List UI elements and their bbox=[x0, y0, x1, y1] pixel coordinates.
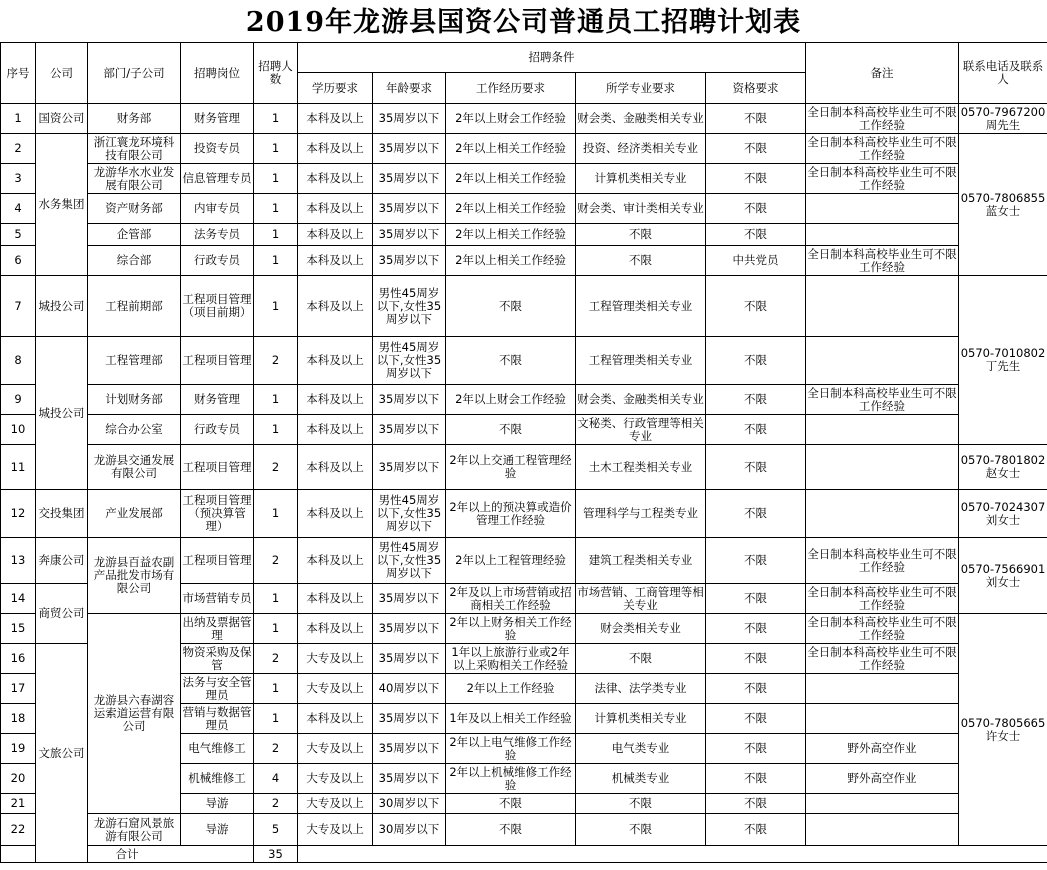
row-qual: 不限 bbox=[706, 614, 806, 644]
row-seq: 16 bbox=[1, 644, 36, 674]
row-age: 35周岁以下 bbox=[373, 415, 446, 445]
row-position: 营销与数据管理员 bbox=[182, 704, 252, 732]
table-row bbox=[1, 224, 1047, 246]
row-note: 全日制本科高校毕业生可不限工作经验 bbox=[807, 614, 957, 642]
row-age: 35周岁以下 bbox=[373, 445, 446, 490]
row-major: 不限 bbox=[576, 794, 706, 814]
row-age: 30周岁以下 bbox=[373, 814, 446, 846]
row-seq: 20 bbox=[1, 764, 36, 794]
row-position: 法务与安全管理员 bbox=[182, 674, 252, 702]
row-age: 35周岁以下 bbox=[373, 584, 446, 614]
row-qual: 不限 bbox=[706, 164, 806, 194]
row-qual: 不限 bbox=[706, 584, 806, 614]
row-major: 建筑工程类相关专业 bbox=[576, 538, 706, 584]
row-edu: 本科及以上 bbox=[298, 246, 373, 276]
table-row bbox=[1, 415, 1047, 445]
row-seq: 21 bbox=[1, 794, 36, 814]
row-major: 土木工程类相关专业 bbox=[576, 445, 706, 490]
row-age: 35周岁以下 bbox=[373, 704, 446, 734]
row-note bbox=[806, 445, 959, 490]
row-qual: 不限 bbox=[706, 415, 806, 445]
row-qual: 不限 bbox=[706, 490, 806, 538]
row-note: 全日制本科高校毕业生可不限工作经验 bbox=[807, 134, 957, 162]
row-exp: 2年以上的预决算或造价管理工作经验 bbox=[446, 490, 576, 538]
row-qual: 不限 bbox=[706, 194, 806, 224]
row-count: 1 bbox=[254, 194, 298, 224]
row-qual: 不限 bbox=[706, 224, 806, 246]
row-dept: 综合部 bbox=[88, 246, 181, 276]
row-exp: 2年以上财务相关工作经验 bbox=[446, 614, 576, 644]
row-major: 不限 bbox=[576, 224, 706, 246]
row-note bbox=[806, 276, 959, 337]
row-dept: 龙游县交通发展有限公司 bbox=[88, 445, 181, 490]
row-dept: 龙游华水水业发展有限公司 bbox=[88, 164, 181, 194]
row-seq: 4 bbox=[1, 194, 36, 224]
row-major: 文秘类、行政管理等相关专业 bbox=[577, 415, 704, 443]
row-note bbox=[806, 814, 959, 846]
row-dept: 浙江寰龙环境科技有限公司 bbox=[88, 134, 181, 164]
table-footer bbox=[1, 846, 1047, 863]
row-major: 不限 bbox=[576, 814, 706, 846]
row-major: 财会类、金融类相关专业 bbox=[576, 104, 706, 134]
row-contact: 0570-7566901 刘女士 bbox=[959, 538, 1047, 614]
row-seq: 19 bbox=[1, 734, 36, 764]
row-edu: 本科及以上 bbox=[298, 490, 373, 538]
row-position: 工程项目管理（项目前期） bbox=[181, 276, 254, 337]
row-position: 财务管理 bbox=[181, 385, 254, 415]
row-seq: 5 bbox=[1, 224, 36, 246]
row-dept: 产业发展部 bbox=[88, 490, 181, 538]
row-contact: 0570-7806855 蓝女士 bbox=[959, 134, 1047, 276]
row-count: 5 bbox=[254, 814, 298, 846]
row-note bbox=[806, 704, 959, 734]
table-row bbox=[1, 814, 1047, 846]
recruitment-table bbox=[0, 42, 1047, 863]
row-position: 市场营销专员 bbox=[181, 584, 254, 614]
row-edu: 本科及以上 bbox=[298, 385, 373, 415]
row-exp: 2年以上电气维修工作经验 bbox=[446, 734, 576, 764]
row-company: 文旅公司 bbox=[36, 644, 88, 863]
row-company: 商贸公司 bbox=[36, 584, 88, 644]
table-row bbox=[1, 614, 1047, 644]
row-qual: 不限 bbox=[706, 538, 806, 584]
row-note: 全日制本科高校毕业生可不限工作经验 bbox=[807, 644, 957, 672]
row-edu: 本科及以上 bbox=[298, 584, 373, 614]
header-age: 年龄要求 bbox=[373, 73, 446, 104]
row-major: 财会类相关专业 bbox=[576, 614, 706, 644]
row-dept: 综合办公室 bbox=[88, 415, 181, 445]
table-row bbox=[1, 337, 1047, 385]
row-contact: 0570-7801802 赵女士 bbox=[959, 445, 1047, 490]
row-age: 35周岁以下 bbox=[373, 104, 446, 134]
row-age: 35周岁以下 bbox=[373, 385, 446, 415]
row-position: 行政专员 bbox=[181, 246, 254, 276]
row-count: 2 bbox=[254, 538, 298, 584]
table-row bbox=[1, 538, 1047, 584]
row-dept: 财务部 bbox=[88, 104, 181, 134]
row-edu: 本科及以上 bbox=[298, 614, 373, 644]
row-qual: 不限 bbox=[706, 674, 806, 704]
row-seq: 11 bbox=[1, 445, 36, 490]
row-age: 男性45周岁以下,女性35周岁以下 bbox=[373, 276, 446, 337]
row-note: 全日制本科高校毕业生可不限工作经验 bbox=[807, 246, 957, 274]
row-contact: 0570-7010802 丁先生 bbox=[959, 276, 1047, 445]
row-age: 35周岁以下 bbox=[373, 764, 446, 794]
row-major: 计算机类相关专业 bbox=[576, 164, 706, 194]
row-note: 野外高空作业 bbox=[806, 734, 959, 764]
row-edu: 本科及以上 bbox=[298, 538, 373, 584]
row-exp: 2年以上相关工作经验 bbox=[446, 164, 576, 194]
table-row bbox=[1, 134, 1047, 164]
row-major: 电气类专业 bbox=[576, 734, 706, 764]
row-position: 工程项目管理 bbox=[181, 445, 254, 490]
row-age: 男性45周岁以下,女性35周岁以下 bbox=[373, 337, 446, 385]
row-exp: 2年以上相关工作经验 bbox=[446, 224, 576, 246]
row-seq: 18 bbox=[1, 704, 36, 734]
row-position: 物资采购及保管 bbox=[182, 644, 252, 672]
row-count: 1 bbox=[254, 614, 298, 644]
row-count: 1 bbox=[254, 674, 298, 704]
row-age: 30周岁以下 bbox=[373, 794, 446, 814]
row-note: 全日制本科高校毕业生可不限工作经验 bbox=[807, 164, 957, 192]
row-exp: 2年以上相关工作经验 bbox=[446, 246, 576, 276]
row-seq: 15 bbox=[1, 614, 36, 644]
row-dept: 工程前期部 bbox=[88, 276, 181, 337]
row-major: 财会类、审计类相关专业 bbox=[576, 194, 706, 224]
row-note: 全日制本科高校毕业生可不限工作经验 bbox=[807, 584, 957, 612]
header-company: 公司 bbox=[36, 43, 88, 104]
row-seq: 3 bbox=[1, 164, 36, 194]
row-position: 投资专员 bbox=[181, 134, 254, 164]
row-age: 35周岁以下 bbox=[373, 644, 446, 674]
row-exp: 2年以上财会工作经验 bbox=[446, 385, 576, 415]
row-position: 出纳及票据管理 bbox=[182, 614, 252, 642]
row-major: 工程管理类相关专业 bbox=[576, 337, 706, 385]
row-edu: 本科及以上 bbox=[298, 704, 373, 734]
row-seq: 12 bbox=[1, 490, 36, 538]
page-title: 2019年龙游县国资公司普通员工招聘计划表 bbox=[245, 7, 802, 38]
row-count: 2 bbox=[254, 734, 298, 764]
row-company: 交投集团 bbox=[36, 490, 88, 538]
row-age: 35周岁以下 bbox=[373, 164, 446, 194]
row-major: 法律、法学类专业 bbox=[576, 674, 706, 704]
row-major: 财会类、金融类相关专业 bbox=[576, 385, 706, 415]
row-count: 1 bbox=[254, 584, 298, 614]
row-company: 奔康公司 bbox=[36, 538, 88, 584]
row-major: 工程管理类相关专业 bbox=[576, 276, 706, 337]
row-contact: 0570-7024307 刘女士 bbox=[959, 490, 1047, 538]
row-age: 35周岁以下 bbox=[373, 194, 446, 224]
row-qual: 不限 bbox=[706, 734, 806, 764]
row-company: 城投公司 bbox=[36, 337, 88, 490]
row-qual: 不限 bbox=[706, 764, 806, 794]
row-edu: 本科及以上 bbox=[298, 445, 373, 490]
row-qual: 中共党员 bbox=[706, 246, 806, 276]
row-dept: 计划财务部 bbox=[88, 385, 181, 415]
row-age: 35周岁以下 bbox=[373, 134, 446, 164]
row-seq: 8 bbox=[1, 337, 36, 385]
row-position: 导游 bbox=[181, 814, 254, 846]
row-qual: 不限 bbox=[706, 276, 806, 337]
total-count: 35 bbox=[254, 846, 298, 863]
row-note: 全日制本科高校毕业生可不限工作经验 bbox=[806, 538, 959, 584]
row-count: 2 bbox=[254, 794, 298, 814]
row-edu: 本科及以上 bbox=[298, 337, 373, 385]
row-qual: 不限 bbox=[706, 104, 806, 134]
row-note bbox=[806, 194, 959, 224]
row-seq: 13 bbox=[1, 538, 36, 584]
row-exp: 2年以上交通工程管理经验 bbox=[446, 445, 576, 490]
row-count: 2 bbox=[254, 644, 298, 674]
row-edu: 本科及以上 bbox=[298, 164, 373, 194]
row-dept: 龙游石窟风景旅游有限公司 bbox=[88, 814, 181, 846]
row-qual: 不限 bbox=[706, 445, 806, 490]
table-row bbox=[1, 164, 1047, 194]
row-edu: 大专及以上 bbox=[298, 764, 373, 794]
row-edu: 本科及以上 bbox=[298, 134, 373, 164]
row-dept: 龙游县百益农副产品批发市场有限公司 bbox=[88, 538, 181, 614]
row-count: 2 bbox=[254, 337, 298, 385]
row-position: 法务专员 bbox=[181, 224, 254, 246]
row-exp: 2年及以上市场营销或招商相关工作经验 bbox=[446, 584, 576, 614]
row-position: 电气维修工 bbox=[181, 734, 254, 764]
row-qual: 不限 bbox=[706, 704, 806, 734]
row-exp: 2年以上工作经验 bbox=[446, 674, 576, 704]
header-qual: 资格要求 bbox=[706, 73, 806, 104]
header-dept: 部门/子公司 bbox=[88, 43, 181, 104]
row-company: 城投公司 bbox=[36, 276, 88, 337]
row-age: 40周岁以下 bbox=[373, 674, 446, 704]
row-dept: 资产财务部 bbox=[88, 194, 181, 224]
row-count: 1 bbox=[254, 104, 298, 134]
row-seq: 2 bbox=[1, 134, 36, 164]
row-major: 投资、经济类相关专业 bbox=[576, 134, 706, 164]
row-count: 1 bbox=[254, 134, 298, 164]
row-edu: 大专及以上 bbox=[298, 644, 373, 674]
table-row bbox=[1, 104, 1047, 134]
row-count: 1 bbox=[254, 490, 298, 538]
row-position: 行政专员 bbox=[181, 415, 254, 445]
row-exp: 2年以上财会工作经验 bbox=[446, 104, 576, 134]
row-seq: 17 bbox=[1, 674, 36, 704]
table-row bbox=[1, 246, 1047, 276]
row-note: 全日制本科高校毕业生可不限工作经验 bbox=[807, 385, 957, 413]
row-exp: 不限 bbox=[446, 337, 576, 385]
header-contact: 联系电话及联系人 bbox=[959, 43, 1047, 104]
header-exp: 工作经历要求 bbox=[446, 73, 576, 104]
row-position: 工程项目管理（预决算管理） bbox=[181, 490, 254, 538]
row-note bbox=[806, 224, 959, 246]
row-age: 35周岁以下 bbox=[373, 734, 446, 764]
row-note bbox=[806, 674, 959, 704]
row-age: 35周岁以下 bbox=[373, 246, 446, 276]
row-dept: 企管部 bbox=[88, 224, 181, 246]
row-position: 财务管理 bbox=[181, 104, 254, 134]
row-seq: 10 bbox=[1, 415, 36, 445]
row-age: 男性45周岁以下,女性35周岁以下 bbox=[373, 490, 446, 538]
row-position: 内审专员 bbox=[181, 194, 254, 224]
row-count: 1 bbox=[254, 415, 298, 445]
row-edu: 本科及以上 bbox=[298, 415, 373, 445]
row-count: 4 bbox=[254, 764, 298, 794]
row-count: 1 bbox=[254, 164, 298, 194]
row-edu: 本科及以上 bbox=[298, 276, 373, 337]
row-edu: 大专及以上 bbox=[298, 674, 373, 704]
row-exp: 不限 bbox=[446, 794, 576, 814]
row-position: 工程项目管理 bbox=[181, 337, 254, 385]
row-company: 水务集团 bbox=[36, 134, 88, 276]
row-exp: 2年以上工程管理经验 bbox=[446, 538, 576, 584]
row-company: 国资公司 bbox=[36, 104, 88, 134]
row-count: 1 bbox=[254, 224, 298, 246]
table-row bbox=[1, 385, 1047, 415]
row-note: 全日制本科高校毕业生可不限工作经验 bbox=[807, 104, 957, 132]
row-exp: 不限 bbox=[446, 276, 576, 337]
row-qual: 不限 bbox=[706, 134, 806, 164]
row-qual: 不限 bbox=[706, 794, 806, 814]
row-note bbox=[806, 337, 959, 385]
row-count: 1 bbox=[254, 704, 298, 734]
row-seq: 7 bbox=[1, 276, 36, 337]
row-major: 不限 bbox=[576, 644, 706, 674]
row-dept: 龙游县六春湖容运索道运营有限公司 bbox=[88, 614, 181, 814]
row-exp: 2年以上相关工作经验 bbox=[446, 134, 576, 164]
header-major: 所学专业要求 bbox=[576, 73, 706, 104]
row-seq: 22 bbox=[1, 814, 36, 846]
row-major: 管理科学与工程类专业 bbox=[576, 490, 706, 538]
row-edu: 本科及以上 bbox=[298, 104, 373, 134]
header-count: 招聘人数 bbox=[254, 43, 298, 104]
row-major: 计算机类相关专业 bbox=[576, 704, 706, 734]
row-edu: 大专及以上 bbox=[298, 794, 373, 814]
row-exp: 1年以上旅游行业或2年以上采购相关工作经验 bbox=[446, 644, 576, 674]
row-note: 野外高空作业 bbox=[806, 764, 959, 794]
header-conditions: 招聘条件 bbox=[298, 43, 806, 73]
row-age: 35周岁以下 bbox=[373, 614, 446, 644]
header-edu: 学历要求 bbox=[298, 73, 373, 104]
row-edu: 大专及以上 bbox=[298, 814, 373, 846]
row-note bbox=[806, 415, 959, 445]
row-count: 1 bbox=[254, 385, 298, 415]
row-seq: 14 bbox=[1, 584, 36, 614]
row-dept: 工程管理部 bbox=[88, 337, 181, 385]
row-note bbox=[806, 490, 959, 538]
header-note: 备注 bbox=[806, 43, 959, 104]
row-edu: 本科及以上 bbox=[298, 194, 373, 224]
row-position: 信息管理专员 bbox=[181, 164, 254, 194]
header-position: 招聘岗位 bbox=[181, 43, 254, 104]
row-qual: 不限 bbox=[706, 385, 806, 415]
row-qual: 不限 bbox=[706, 644, 806, 674]
row-count: 1 bbox=[254, 246, 298, 276]
row-position: 工程项目管理 bbox=[181, 538, 254, 584]
row-seq: 9 bbox=[1, 385, 36, 415]
row-exp: 2年以上相关工作经验 bbox=[446, 194, 576, 224]
row-seq: 6 bbox=[1, 246, 36, 276]
footer-empty bbox=[298, 846, 1047, 863]
row-qual: 不限 bbox=[706, 814, 806, 846]
row-major: 机械类专业 bbox=[576, 764, 706, 794]
row-contact: 0570-7967200 周先生 bbox=[959, 104, 1047, 134]
row-exp: 不限 bbox=[446, 814, 576, 846]
row-qual: 不限 bbox=[706, 337, 806, 385]
row-position: 导游 bbox=[181, 794, 254, 814]
table-row bbox=[1, 445, 1047, 490]
table-row bbox=[1, 490, 1047, 538]
row-count: 2 bbox=[254, 445, 298, 490]
table-row bbox=[1, 276, 1047, 337]
row-exp: 1年及以上相关工作经验 bbox=[446, 704, 576, 734]
row-note bbox=[806, 794, 959, 814]
row-contact: 0570-7805665 许女士 bbox=[959, 614, 1047, 846]
row-count: 1 bbox=[254, 276, 298, 337]
row-seq: 1 bbox=[1, 104, 36, 134]
table-row bbox=[1, 194, 1047, 224]
total-label: 合计 bbox=[1, 846, 254, 863]
row-major: 市场营销、工商管理等相关专业 bbox=[577, 584, 704, 612]
row-exp: 2年以上机械维修工作经验 bbox=[446, 764, 576, 794]
row-position: 机械维修工 bbox=[181, 764, 254, 794]
header-seq: 序号 bbox=[1, 43, 36, 104]
row-age: 35周岁以下 bbox=[373, 224, 446, 246]
row-major: 不限 bbox=[576, 246, 706, 276]
row-exp: 不限 bbox=[446, 415, 576, 445]
row-edu: 大专及以上 bbox=[298, 734, 373, 764]
row-age: 男性45周岁以下,女性35周岁以下 bbox=[373, 538, 446, 584]
row-edu: 本科及以上 bbox=[298, 224, 373, 246]
